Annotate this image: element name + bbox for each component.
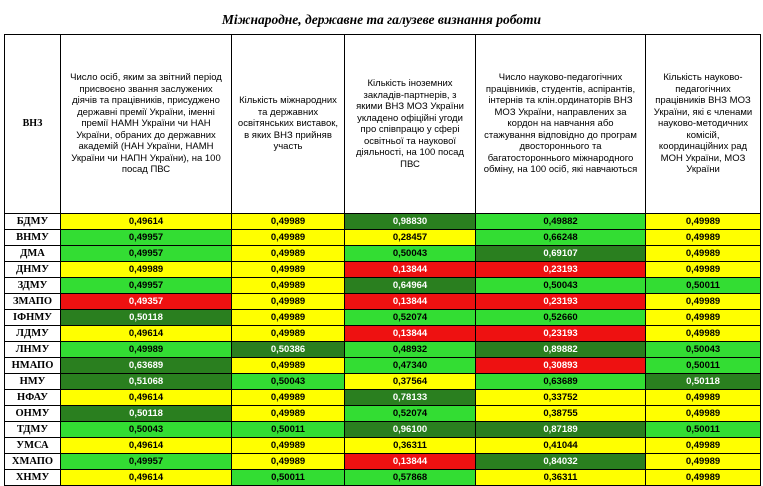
table-row bbox=[5, 214, 761, 230]
value-cell: 0,49989 bbox=[646, 230, 761, 246]
value-cell: 0,49989 bbox=[646, 438, 761, 454]
value-cell: 0,49989 bbox=[61, 342, 232, 358]
university-name-cell: ІФНМУ bbox=[5, 310, 61, 326]
table-row bbox=[5, 230, 761, 246]
value-cell: 0,49357 bbox=[61, 294, 232, 310]
value-cell: 0,49882 bbox=[476, 214, 646, 230]
value-cell: 0,63689 bbox=[61, 358, 232, 374]
value-cell: 0,49989 bbox=[232, 246, 345, 262]
value-cell: 0,63689 bbox=[476, 374, 646, 390]
value-cell: 0,36311 bbox=[345, 438, 476, 454]
table-row bbox=[5, 278, 761, 294]
value-cell: 0,49989 bbox=[646, 454, 761, 470]
university-name-cell: ЗМАПО bbox=[5, 294, 61, 310]
column-header-partners: Кількість іноземних закладів-партнерів, з якими ВНЗ МОЗ України укладено офіційні угоди про співпрацю у сфері освітньої та наукової діяльності, на 100 посад ПВС bbox=[345, 35, 476, 214]
value-cell: 0,49989 bbox=[646, 390, 761, 406]
table-row bbox=[5, 294, 761, 310]
value-cell: 0,49989 bbox=[646, 326, 761, 342]
ranking-table bbox=[4, 34, 761, 486]
value-cell: 0,50386 bbox=[232, 342, 345, 358]
value-cell: 0,48932 bbox=[345, 342, 476, 358]
university-name-cell: ТДМУ bbox=[5, 422, 61, 438]
value-cell: 0,33752 bbox=[476, 390, 646, 406]
value-cell: 0,49614 bbox=[61, 470, 232, 486]
value-cell: 0,66248 bbox=[476, 230, 646, 246]
university-name-cell: ДНМУ bbox=[5, 262, 61, 278]
value-cell: 0,49989 bbox=[646, 294, 761, 310]
value-cell: 0,87189 bbox=[476, 422, 646, 438]
table-row bbox=[5, 374, 761, 390]
value-cell: 0,52660 bbox=[476, 310, 646, 326]
university-name-cell: ЛНМУ bbox=[5, 342, 61, 358]
value-cell: 0,49957 bbox=[61, 278, 232, 294]
value-cell: 0,49989 bbox=[646, 246, 761, 262]
value-cell: 0,49614 bbox=[61, 438, 232, 454]
table-row bbox=[5, 262, 761, 278]
value-cell: 0,49989 bbox=[232, 310, 345, 326]
value-cell: 0,30893 bbox=[476, 358, 646, 374]
header-row bbox=[5, 35, 761, 214]
value-cell: 0,89882 bbox=[476, 342, 646, 358]
value-cell: 0,23193 bbox=[476, 294, 646, 310]
value-cell: 0,13844 bbox=[345, 262, 476, 278]
value-cell: 0,49957 bbox=[61, 454, 232, 470]
table-row bbox=[5, 326, 761, 342]
column-header-vnz: ВНЗ bbox=[5, 35, 61, 214]
table-row bbox=[5, 246, 761, 262]
value-cell: 0,84032 bbox=[476, 454, 646, 470]
value-cell: 0,52074 bbox=[345, 406, 476, 422]
table-row bbox=[5, 438, 761, 454]
value-cell: 0,49614 bbox=[61, 326, 232, 342]
value-cell: 0,96100 bbox=[345, 422, 476, 438]
value-cell: 0,50043 bbox=[646, 342, 761, 358]
value-cell: 0,52074 bbox=[345, 310, 476, 326]
table-row bbox=[5, 342, 761, 358]
value-cell: 0,78133 bbox=[345, 390, 476, 406]
value-cell: 0,50043 bbox=[476, 278, 646, 294]
university-name-cell: ХМАПО bbox=[5, 454, 61, 470]
column-header-exchange: Число науково-педагогічних працівників, студентів, аспірантів, інтернів та клін.ординаторів ВНЗ МОЗ України, направлених за кордон на навчання або стажування відповідно до програм двостороннього та багатостороннього міжнародного обміну, на 100 осіб, які навчаються bbox=[476, 35, 646, 214]
value-cell: 0,41044 bbox=[476, 438, 646, 454]
value-cell: 0,50043 bbox=[61, 422, 232, 438]
table-row bbox=[5, 358, 761, 374]
value-cell: 0,23193 bbox=[476, 326, 646, 342]
value-cell: 0,49989 bbox=[232, 294, 345, 310]
table-row bbox=[5, 470, 761, 486]
value-cell: 0,50043 bbox=[232, 374, 345, 390]
university-name-cell: НМУ bbox=[5, 374, 61, 390]
value-cell: 0,49989 bbox=[232, 262, 345, 278]
value-cell: 0,50118 bbox=[646, 374, 761, 390]
value-cell: 0,50043 bbox=[345, 246, 476, 262]
column-header-awards: Число осіб, яким за звітний період присвоєно звання заслужених діячів та працівників, присуджено державні премії України, іменні премії НАМН України чи НАН України, обраних до державних академій (НАН України, НАМН України чи НАПН України), на 100 посад ПВС bbox=[61, 35, 232, 214]
table-row bbox=[5, 310, 761, 326]
value-cell: 0,49989 bbox=[232, 358, 345, 374]
value-cell: 0,49989 bbox=[232, 454, 345, 470]
value-cell: 0,50118 bbox=[61, 310, 232, 326]
value-cell: 0,28457 bbox=[345, 230, 476, 246]
value-cell: 0,49989 bbox=[232, 438, 345, 454]
value-cell: 0,49989 bbox=[646, 214, 761, 230]
value-cell: 0,69107 bbox=[476, 246, 646, 262]
value-cell: 0,50011 bbox=[646, 278, 761, 294]
university-name-cell: УМСА bbox=[5, 438, 61, 454]
university-name-cell: НМАПО bbox=[5, 358, 61, 374]
university-name-cell: ЗДМУ bbox=[5, 278, 61, 294]
university-name-cell: БДМУ bbox=[5, 214, 61, 230]
value-cell: 0,49614 bbox=[61, 214, 232, 230]
table-row bbox=[5, 406, 761, 422]
column-header-exhibitions: Кількість міжнародних та державних освітянських виставок, в яких ВНЗ прийняв участь bbox=[232, 35, 345, 214]
university-name-cell: ХНМУ bbox=[5, 470, 61, 486]
value-cell: 0,49989 bbox=[232, 406, 345, 422]
value-cell: 0,49989 bbox=[646, 406, 761, 422]
page-title: Міжнародне, державне та галузеве визнання роботи bbox=[221, 12, 542, 27]
value-cell: 0,37564 bbox=[345, 374, 476, 390]
value-cell: 0,49989 bbox=[232, 214, 345, 230]
university-name-cell: ОНМУ bbox=[5, 406, 61, 422]
value-cell: 0,50011 bbox=[646, 422, 761, 438]
table-row bbox=[5, 390, 761, 406]
value-cell: 0,98830 bbox=[345, 214, 476, 230]
value-cell: 0,49989 bbox=[232, 278, 345, 294]
value-cell: 0,51068 bbox=[61, 374, 232, 390]
value-cell: 0,50011 bbox=[646, 358, 761, 374]
value-cell: 0,13844 bbox=[345, 294, 476, 310]
value-cell: 0,49989 bbox=[646, 470, 761, 486]
university-name-cell: ДМА bbox=[5, 246, 61, 262]
value-cell: 0,49989 bbox=[61, 262, 232, 278]
column-header-commissions: Кількість науково-педагогічних працівників ВНЗ МОЗ України, які є членами науково-методичних комісій, координаційних рад МОН України, МОЗ України bbox=[646, 35, 761, 214]
value-cell: 0,49614 bbox=[61, 390, 232, 406]
value-cell: 0,36311 bbox=[476, 470, 646, 486]
value-cell: 0,13844 bbox=[345, 326, 476, 342]
value-cell: 0,50011 bbox=[232, 470, 345, 486]
value-cell: 0,49989 bbox=[646, 310, 761, 326]
value-cell: 0,38755 bbox=[476, 406, 646, 422]
value-cell: 0,50011 bbox=[232, 422, 345, 438]
value-cell: 0,13844 bbox=[345, 454, 476, 470]
value-cell: 0,50118 bbox=[61, 406, 232, 422]
value-cell: 0,57868 bbox=[345, 470, 476, 486]
value-cell: 0,49989 bbox=[232, 326, 345, 342]
value-cell: 0,49989 bbox=[646, 262, 761, 278]
value-cell: 0,49957 bbox=[61, 230, 232, 246]
value-cell: 0,64964 bbox=[345, 278, 476, 294]
table-row bbox=[5, 422, 761, 438]
table-row bbox=[5, 454, 761, 470]
value-cell: 0,49957 bbox=[61, 246, 232, 262]
university-name-cell: НФАУ bbox=[5, 390, 61, 406]
value-cell: 0,49989 bbox=[232, 230, 345, 246]
university-name-cell: ВНМУ bbox=[5, 230, 61, 246]
university-name-cell: ЛДМУ bbox=[5, 326, 61, 342]
value-cell: 0,49989 bbox=[232, 390, 345, 406]
value-cell: 0,23193 bbox=[476, 262, 646, 278]
value-cell: 0,47340 bbox=[345, 358, 476, 374]
